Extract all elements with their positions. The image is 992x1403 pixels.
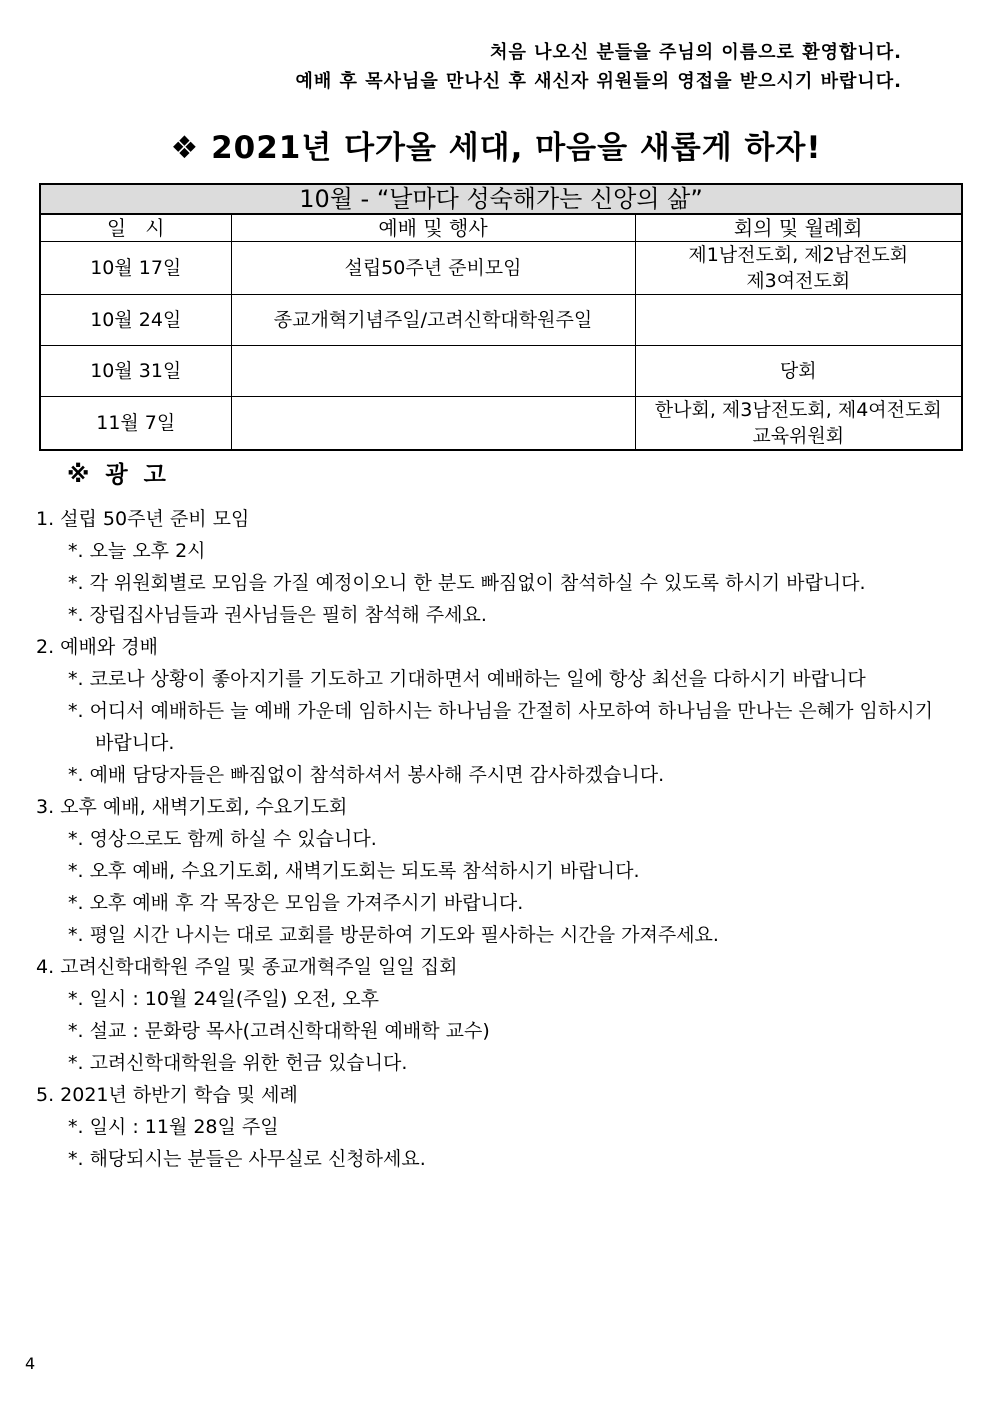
row-meeting-line: 제3여전도회 <box>746 270 851 292</box>
announcement-detail: *. 일시 : 11월 28일 주일 <box>68 1116 279 1138</box>
announcement-title: 4. 고려신학대학원 주일 및 종교개혁주일 일일 집회 <box>36 956 458 978</box>
row-date: 10월 24일 <box>40 295 231 346</box>
row-meeting-line: 한나회, 제3남전도회, 제4여전도회 <box>654 399 942 421</box>
row-event: 설립50주년 준비모임 <box>231 242 635 295</box>
header-date: 일 시 <box>40 214 231 242</box>
row-meeting <box>635 295 962 346</box>
announcement <box>36 791 936 951</box>
header-meeting: 회의 및 월례회 <box>635 214 962 242</box>
month-title: 10월 - “날마다 성숙해가는 신앙의 삶” <box>40 184 962 214</box>
table-row <box>40 397 962 451</box>
announcement-detail: *. 어디서 예배하든 늘 예배 가운데 임하시는 하나님을 간절히 사모하여 하나님을 만나는 은혜가 임하시기 바랍니다. <box>68 700 933 754</box>
schedule-table <box>39 183 963 451</box>
announcement <box>36 1079 936 1175</box>
announcement-detail: *. 오후 예배, 수요기도회, 새벽기도회는 되도록 참석하시기 바랍니다. <box>68 860 640 882</box>
welcome-line-2: 예배 후 목사님을 만나신 후 새신자 위원들의 영접을 받으시기 바랍니다. <box>295 71 902 92</box>
announcement-detail: *. 장립집사님들과 권사님들은 필히 참석해 주세요. <box>68 604 487 626</box>
table-row <box>40 242 962 295</box>
table-header-row <box>40 214 962 242</box>
announcement <box>36 631 936 791</box>
table-row <box>40 295 962 346</box>
row-event <box>231 397 635 451</box>
welcome-line-1: 처음 나오신 분들을 주님의 이름으로 환영합니다. <box>490 42 902 63</box>
header-event: 예배 및 행사 <box>231 214 635 242</box>
row-meeting <box>635 242 962 295</box>
announcement-detail: *. 예배 담당자들은 빠짐없이 참석하셔서 봉사해 주시면 감사하겠습니다. <box>68 764 665 786</box>
announcements-list <box>36 503 936 1175</box>
announcement-detail: *. 영상으로도 함께 하실 수 있습니다. <box>68 828 377 850</box>
table-row <box>40 346 962 397</box>
row-meeting <box>635 397 962 451</box>
announcement-detail: *. 각 위원회별로 모임을 가질 예정이오니 한 분도 빠짐없이 참석하실 수 있도록 하시기 바랍니다. <box>68 572 866 594</box>
row-event: 종교개혁기념주일/고려신학대학원주일 <box>231 295 635 346</box>
yearly-theme-heading: ❖ 2021년 다가올 세대, 마음을 새롭게 하자! <box>170 130 822 166</box>
announcement-title: 3. 오후 예배, 새벽기도회, 수요기도회 <box>36 796 348 818</box>
announcement-detail: *. 평일 시간 나시는 대로 교회를 방문하여 기도와 필사하는 시간을 가져주세요. <box>68 924 719 946</box>
row-date: 10월 17일 <box>40 242 231 295</box>
announcement-title: 5. 2021년 하반기 학습 및 세례 <box>36 1084 298 1106</box>
announcement <box>36 503 936 631</box>
page-number: 4 <box>25 1354 36 1373</box>
announcement <box>36 951 936 1079</box>
row-date: 10월 31일 <box>40 346 231 397</box>
row-date: 11월 7일 <box>40 397 231 451</box>
welcome-message <box>296 38 903 96</box>
announcement-detail: *. 해당되시는 분들은 사무실로 신청하세요. <box>68 1148 426 1170</box>
announcement-detail: *. 설교 : 문화랑 목사(고려신학대학원 예배학 교수) <box>68 1020 490 1042</box>
announcement-detail: *. 오늘 오후 2시 <box>68 540 206 562</box>
announcement-detail: *. 오후 예배 후 각 목장은 모임을 가져주시기 바랍니다. <box>68 892 524 914</box>
announcement-title: 1. 설립 50주년 준비 모임 <box>36 508 250 530</box>
announcement-detail: *. 일시 : 10월 24일(주일) 오전, 오후 <box>68 988 379 1010</box>
row-event <box>231 346 635 397</box>
announcements-heading: ※ 광 고 <box>67 462 170 488</box>
row-meeting-line: 제1남전도회, 제2남전도회 <box>688 244 909 266</box>
announcement-detail: *. 코로나 상황이 좋아지기를 기도하고 기대하면서 예배하는 일에 항상 최선을 다하시기 바랍니다 <box>68 668 866 690</box>
announcement-detail: *. 고려신학대학원을 위한 헌금 있습니다. <box>68 1052 408 1074</box>
announcement-title: 2. 예배와 경배 <box>36 636 158 658</box>
row-meeting <box>635 346 962 397</box>
row-meeting-line: 교육위원회 <box>752 425 845 447</box>
row-meeting-line: 당회 <box>779 360 817 382</box>
